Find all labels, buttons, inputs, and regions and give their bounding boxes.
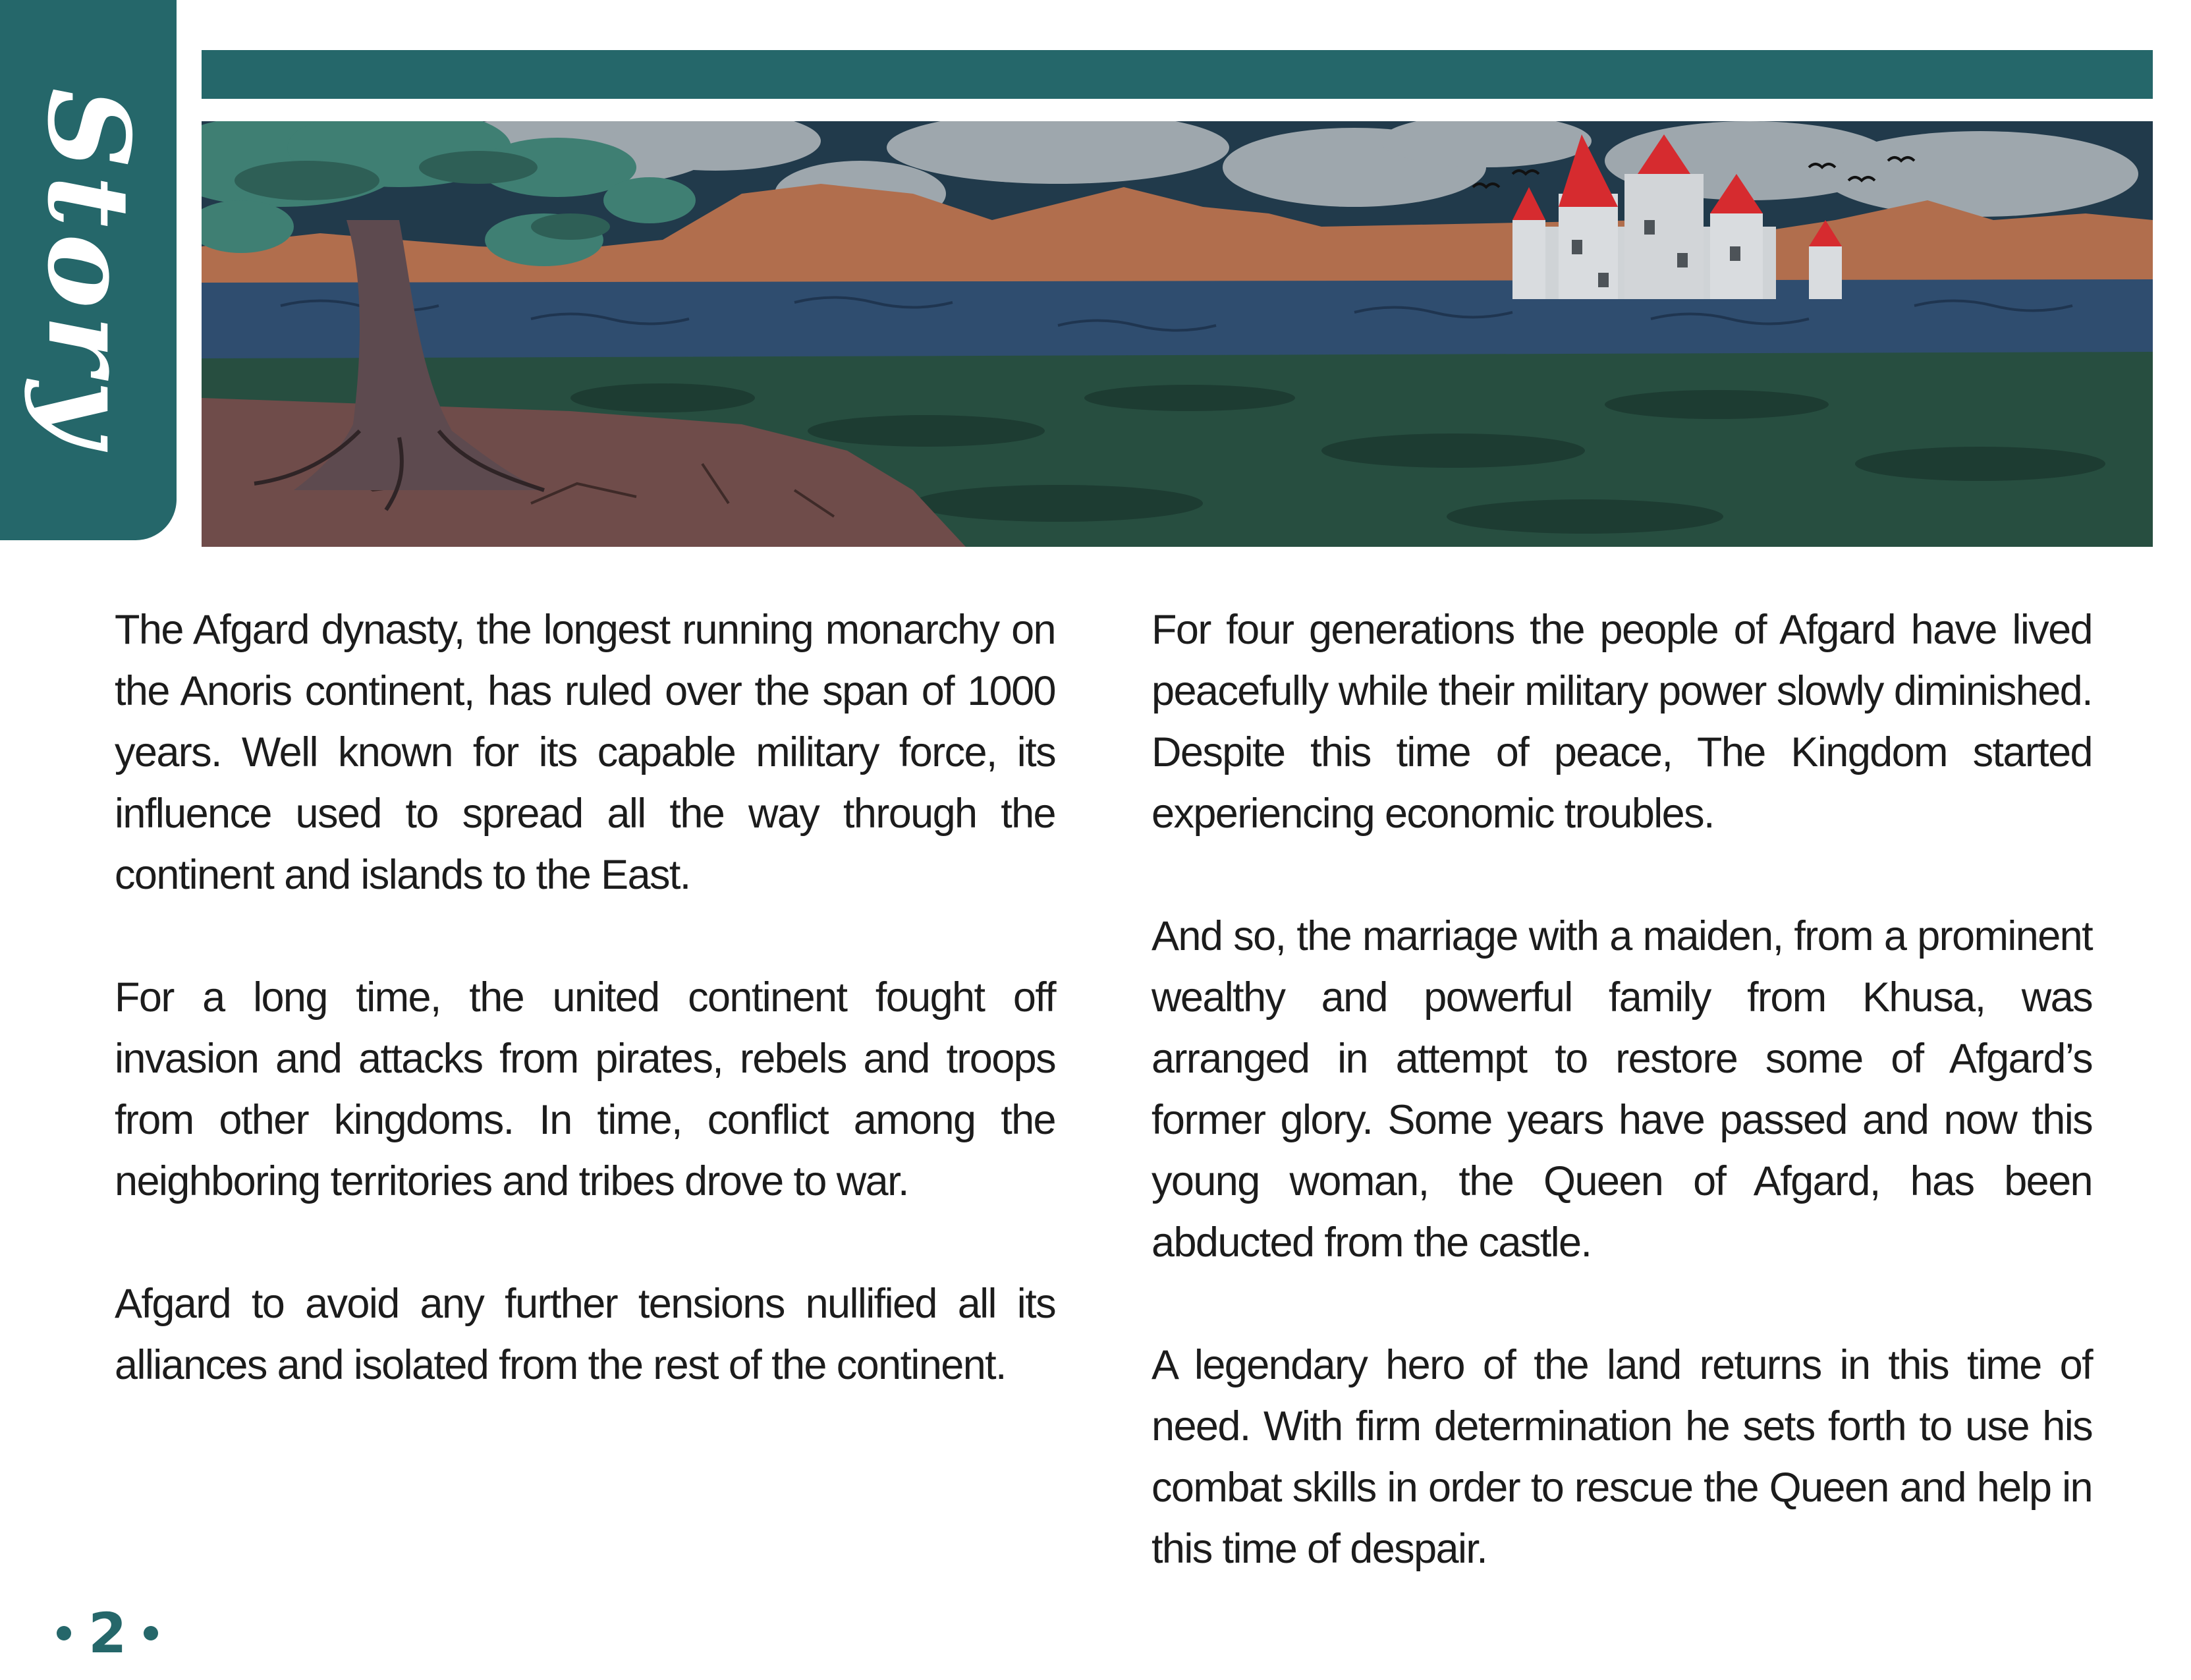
page-number-text: 2: [88, 1601, 127, 1666]
section-tab: [0, 0, 177, 540]
bullet-dot-icon: [57, 1626, 71, 1640]
left-column: [115, 600, 1055, 1396]
right-column: [1151, 600, 2092, 1580]
paragraph: Afgard to avoid any further tensions nullified all its alliances and isolated from the rest of the continent.: [115, 1281, 1055, 1388]
paragraph: And so, the marriage with a maiden, from a prominent wealthy and powerful family from Khusa, was arranged in attempt to restore some of Afgard’s former glory. Some years have passed and now this young woman, the Queen of Afgard, has been abducted from the castle.: [1151, 913, 2092, 1266]
header-bar: [202, 50, 2153, 99]
banner-scene: [202, 121, 2153, 547]
paragraph: For a long time, the united continent fought off invasion and attacks from pirates, rebels and troops from other kingdoms. In time, conflict among the neighboring territories and tribes drove to war.: [115, 974, 1055, 1204]
banner-illustration: [202, 121, 2153, 547]
lake: [202, 279, 2153, 365]
section-title: Story: [22, 88, 154, 453]
paragraph: For four generations the people of Afgard have lived peacefully while their military power slowly diminished. Despite this time of peace, The Kingdom started experiencing economic troubles.: [1151, 607, 2092, 837]
bullet-dot-icon: [144, 1626, 158, 1640]
paragraph: A legendary hero of the land returns in this time of need. With firm determination he sets forth to use his combat skills in order to rescue the Queen and help in this time of despair.: [1151, 1342, 2092, 1572]
paragraph: The Afgard dynasty, the longest running monarchy on the Anoris continent, has ruled over the span of 1000 years. Well known for its capable military force, its influence used to spread all the way through the continent and islands to the East.: [115, 607, 1055, 898]
page-number: [57, 1601, 169, 1666]
